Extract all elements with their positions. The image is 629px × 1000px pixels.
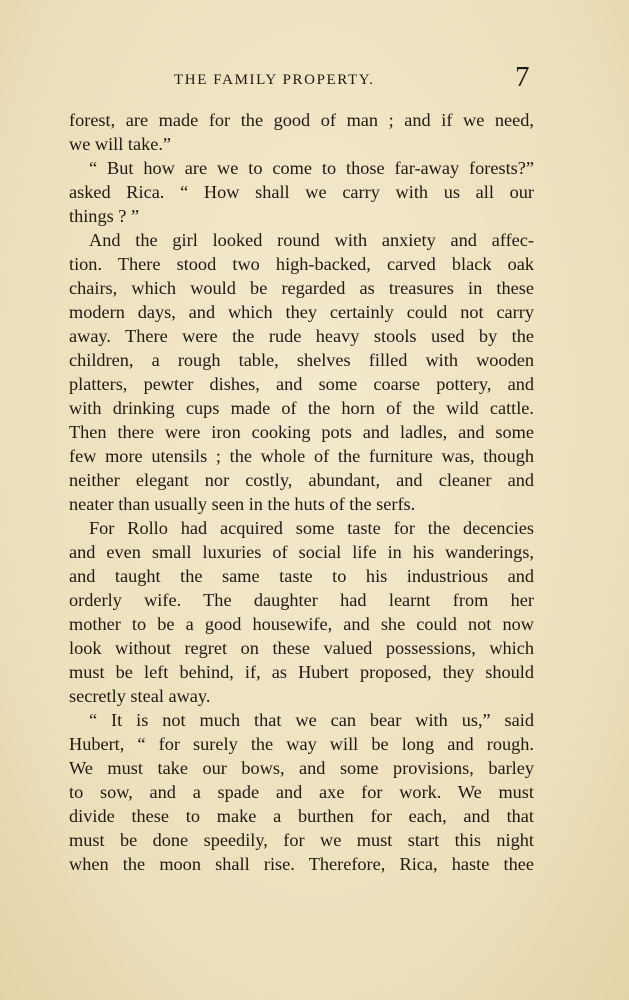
text-line: things ? ” <box>69 206 140 226</box>
text-line: “ But how are we to come to those far-away forests?” <box>89 158 534 178</box>
text-line: away. There were the rude heavy stools used by the <box>69 326 534 346</box>
text-line: look without regret on these valued possessions, which <box>69 638 534 658</box>
running-title: THE FAMILY PROPERTY. <box>174 72 375 88</box>
text-line: Then there were iron cooking pots and ladles, and some <box>69 422 534 442</box>
text-line: asked Rica. “ How shall we carry with us all our <box>69 182 534 202</box>
text-line: Hubert, “ for surely the way will be long and rough. <box>69 734 534 754</box>
text-line: forest, are made for the good of man ; and if we need, <box>69 110 534 130</box>
page-number: 7 <box>515 61 530 93</box>
text-line: platters, pewter dishes, and some coarse pottery, and <box>69 374 534 394</box>
running-head <box>0 62 629 98</box>
text-line: We must take our bows, and some provisions, barley <box>69 758 534 778</box>
text-line: few more utensils ; the whole of the furniture was, though <box>69 446 534 466</box>
text-line: tion. There stood two high-backed, carved black oak <box>69 254 534 274</box>
text-line: mother to be a good housewife, and she could not now <box>69 614 534 634</box>
text-line: when the moon shall rise. Therefore, Rica, haste thee <box>69 854 534 874</box>
text-line: we will take.” <box>69 134 172 154</box>
text-line: For Rollo had acquired some taste for the decencies <box>89 518 534 538</box>
text-line: neater than usually seen in the huts of the serfs. <box>69 494 416 514</box>
text-line: and even small luxuries of social life in his wanderings, <box>69 542 534 562</box>
body-text <box>69 108 534 876</box>
text-line: chairs, which would be regarded as treasures in these <box>69 278 534 298</box>
text-line: must be done speedily, for we must start this night <box>69 830 534 850</box>
text-line: orderly wife. The daughter had learnt from her <box>69 590 534 610</box>
text-line: to sow, and a spade and axe for work. We must <box>69 782 534 802</box>
text-line: must be left behind, if, as Hubert proposed, they should <box>69 662 534 682</box>
text-line: And the girl looked round with anxiety and affec- <box>89 230 534 250</box>
text-line: “ It is not much that we can bear with us,” said <box>89 710 534 730</box>
text-line: secretly steal away. <box>69 686 211 706</box>
text-line: neither elegant nor costly, abundant, and cleaner and <box>69 470 534 490</box>
text-line: with drinking cups made of the horn of the wild cattle. <box>69 398 534 418</box>
text-line: children, a rough table, shelves filled with wooden <box>69 350 534 370</box>
text-line: divide these to make a burthen for each, and that <box>69 806 534 826</box>
text-line: modern days, and which they certainly could not carry <box>69 302 534 322</box>
text-line: and taught the same taste to his industrious and <box>69 566 534 586</box>
